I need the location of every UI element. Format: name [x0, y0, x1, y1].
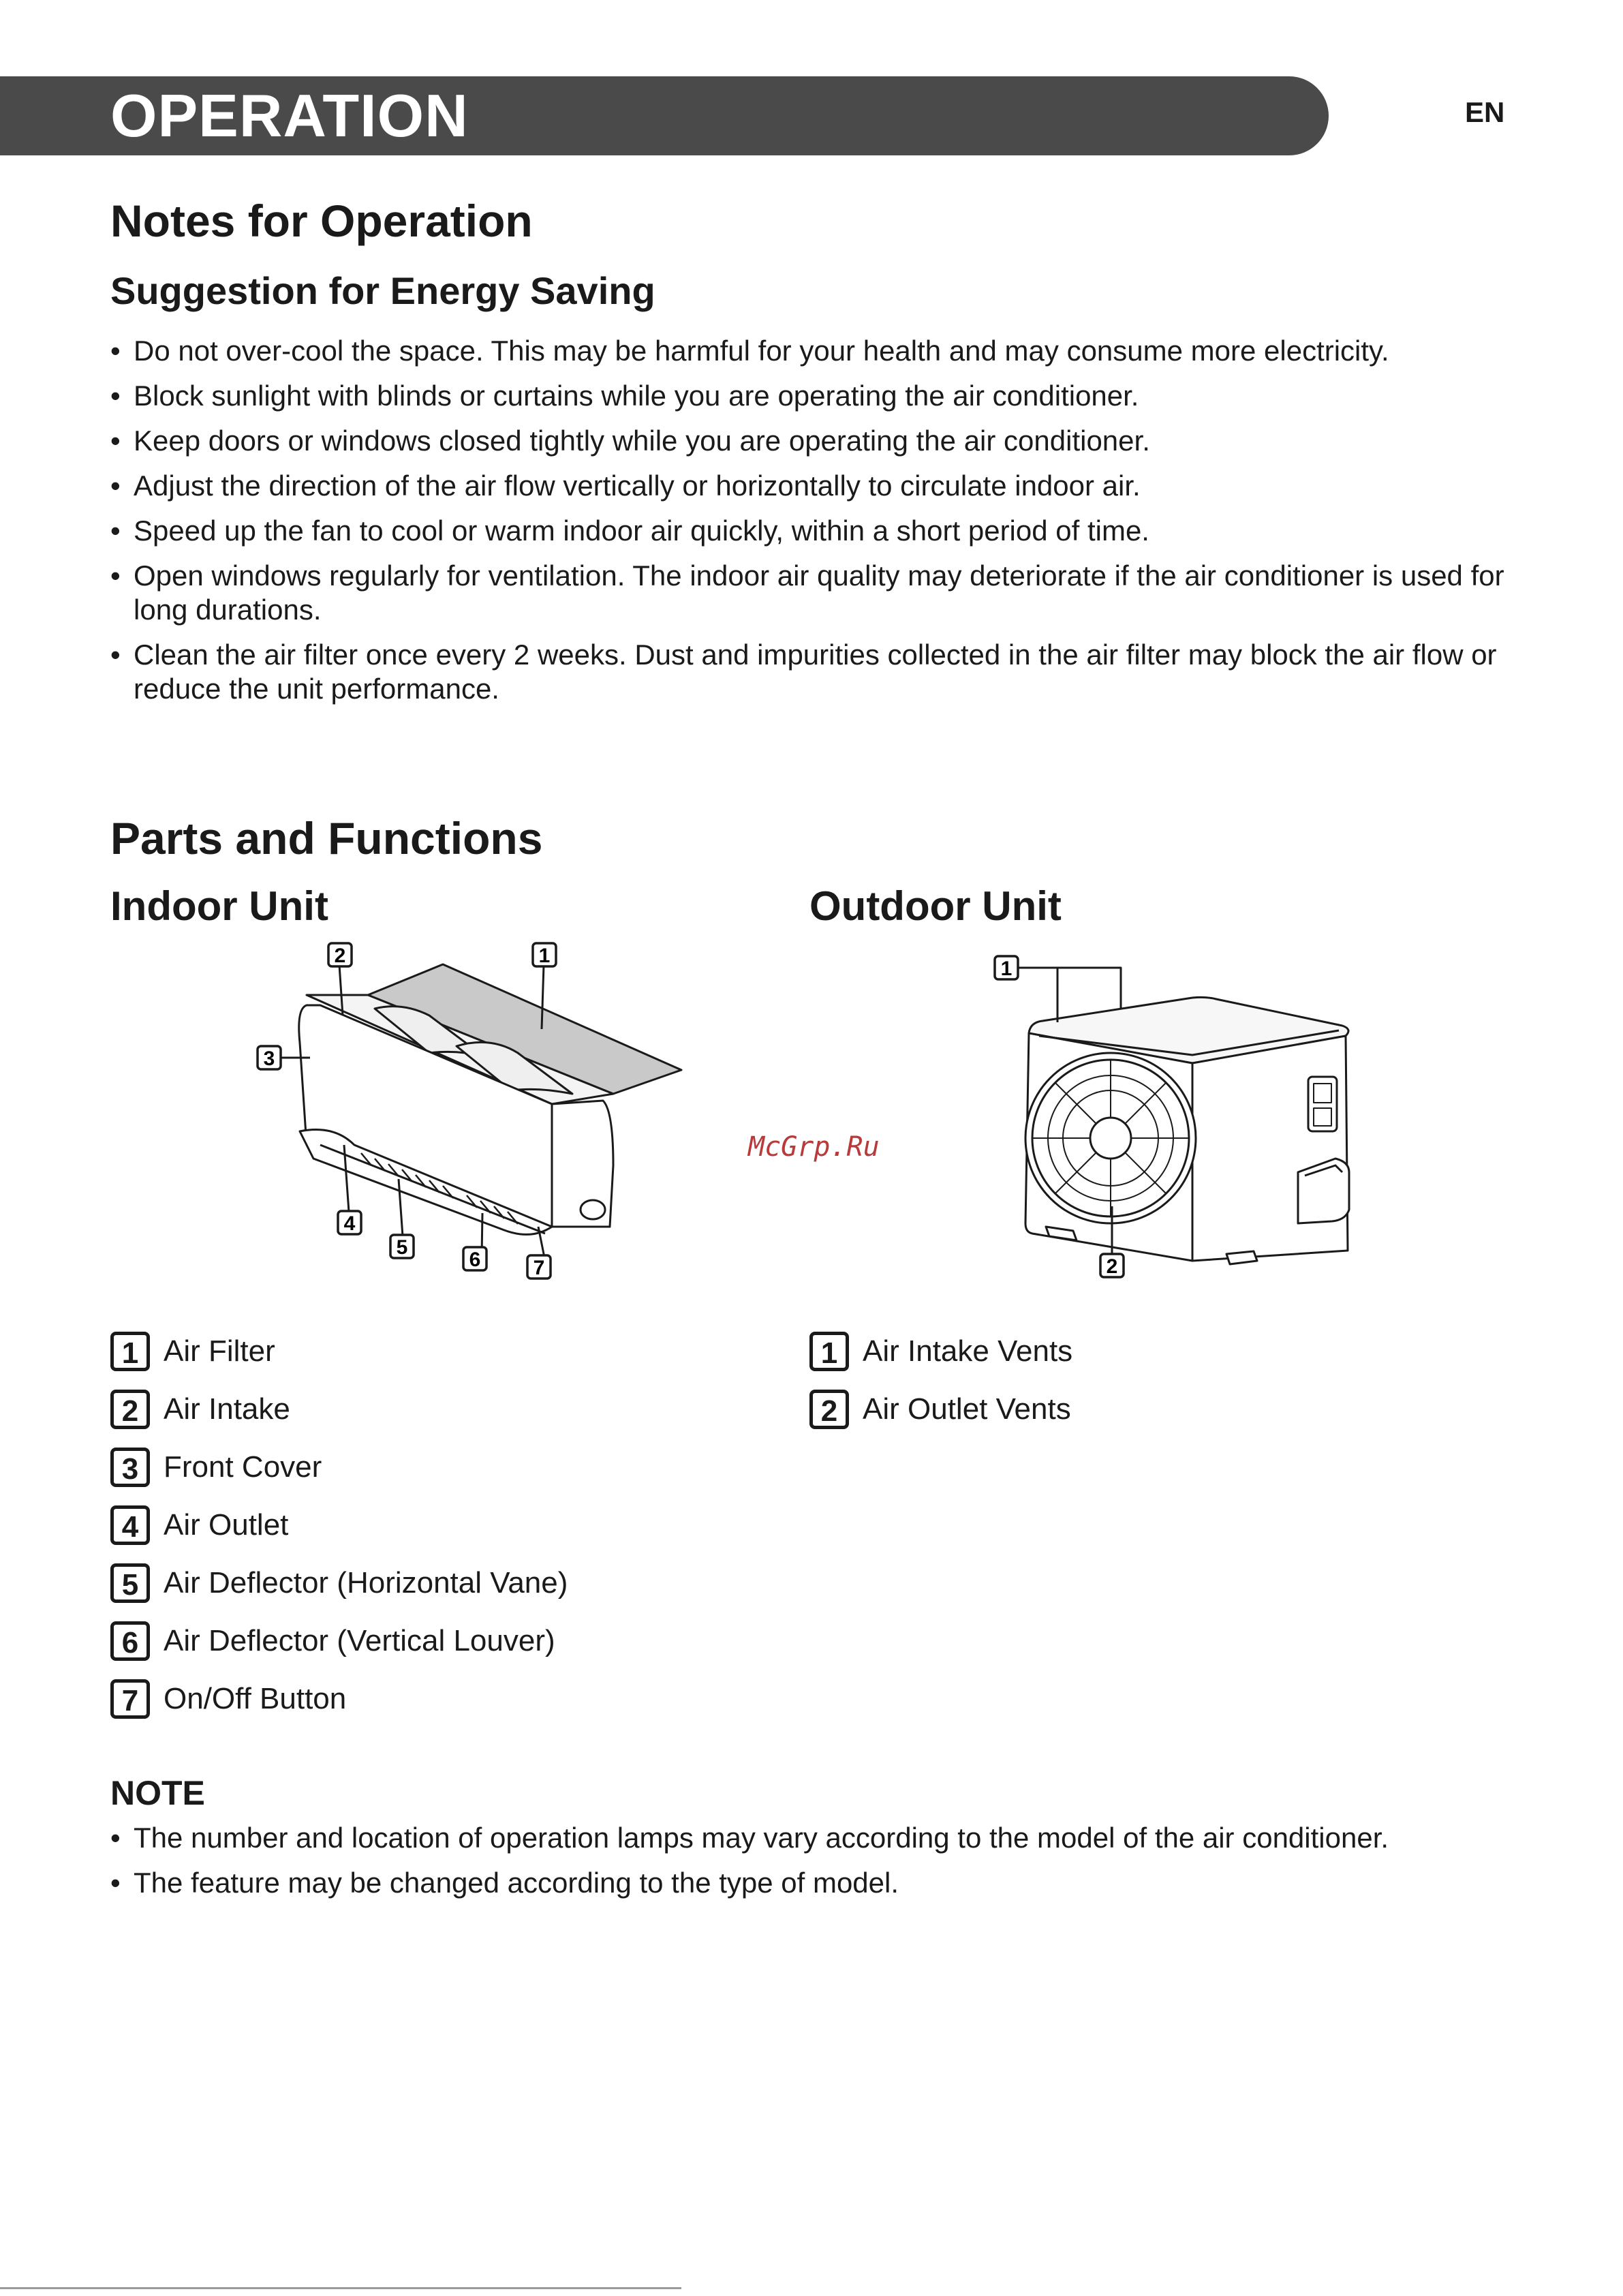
list-item	[110, 1670, 568, 1728]
list-item: • Adjust the direction of the air flow vertically or horizontally to circulate indoor air.	[110, 470, 1141, 502]
energy-saving-subheading: Suggestion for Energy Saving	[110, 269, 655, 312]
indoor-unit-title: Indoor Unit	[110, 883, 328, 929]
number-badge: 7	[110, 1679, 150, 1719]
callout-3-label: 3	[263, 1047, 275, 1070]
number-badge: 3	[110, 1448, 150, 1487]
list-item	[809, 1322, 1072, 1380]
number-badge: 2	[809, 1390, 849, 1429]
callout-5-label: 5	[396, 1236, 408, 1259]
number-badge: 5	[110, 1563, 150, 1603]
list-item	[809, 1380, 1072, 1438]
list-item: • Keep doors or windows closed tightly while you are operating the air conditioner.	[110, 425, 1150, 457]
indoor-unit-illustration	[232, 940, 702, 1295]
number-badge: 1	[110, 1332, 150, 1371]
part-label: Air Filter	[164, 1334, 275, 1368]
footer-divider	[0, 2287, 681, 2289]
callout-4-label: 4	[343, 1212, 356, 1235]
note-list	[110, 1821, 1507, 1911]
list-item: • Block sunlight with blinds or curtains while you are operating the air conditioner.	[110, 380, 1139, 412]
language-label: EN	[1465, 96, 1505, 128]
number-badge: 1	[809, 1332, 849, 1371]
list-item: • Do not over-cool the space. This may be harmful for your health and may consume more electricity.	[110, 335, 1389, 367]
list-item	[110, 1496, 568, 1554]
part-label: Air Deflector (Vertical Louver)	[164, 1623, 555, 1657]
callout-1-label: 1	[538, 945, 551, 967]
list-item: • Speed up the fan to cool or warm indoor air quickly, within a short period of time.	[110, 515, 1149, 547]
part-label: Air Intake	[164, 1392, 290, 1426]
part-label: Front Cover	[164, 1450, 322, 1484]
callout-7-label: 7	[533, 1257, 545, 1279]
callout-1-label: 1	[1000, 958, 1013, 980]
list-item: • The feature may be changed according to the type of model.	[110, 1867, 899, 1899]
list-item: • The number and location of operation lamps may vary according to the model of the air conditioner.	[110, 1822, 1389, 1854]
list-item	[110, 1438, 568, 1496]
callout-2-label: 2	[334, 945, 346, 967]
part-label: Air Outlet	[164, 1507, 289, 1542]
part-label: Air Outlet Vents	[863, 1392, 1071, 1426]
outdoor-unit-title: Outdoor Unit	[809, 883, 1062, 929]
parts-heading: Parts and Functions	[110, 813, 543, 863]
outdoor-unit-illustration	[954, 940, 1376, 1295]
list-item	[110, 1612, 568, 1670]
notes-heading: Notes for Operation	[110, 196, 533, 246]
list-item	[110, 1322, 568, 1380]
list-item: • Open windows regularly for ventilation. The indoor air quality may deteriorate if the air conditioner is used for long durations.	[110, 560, 1504, 626]
part-label: Air Deflector (Horizontal Vane)	[164, 1565, 568, 1599]
list-item	[110, 1380, 568, 1438]
note-heading: NOTE	[110, 1774, 205, 1812]
callout-2-label: 2	[1106, 1255, 1118, 1278]
number-badge: 4	[110, 1505, 150, 1545]
list-item	[110, 1554, 568, 1612]
number-badge: 6	[110, 1621, 150, 1661]
watermark: McGrp.Ru	[748, 1131, 880, 1163]
part-label: Air Intake Vents	[863, 1334, 1073, 1368]
energy-saving-list	[110, 334, 1507, 717]
outdoor-parts-legend	[809, 1322, 1072, 1438]
callout-6-label: 6	[469, 1249, 481, 1271]
page-title: OPERATION	[110, 82, 469, 149]
side-panel	[1308, 1077, 1337, 1131]
part-label: On/Off Button	[164, 1681, 347, 1715]
list-item: • Clean the air filter once every 2 weeks. Dust and impurities collected in the air filter may block the air flow or reduce the unit performance.	[110, 639, 1497, 705]
number-badge: 2	[110, 1390, 150, 1429]
indoor-parts-legend	[110, 1322, 568, 1728]
